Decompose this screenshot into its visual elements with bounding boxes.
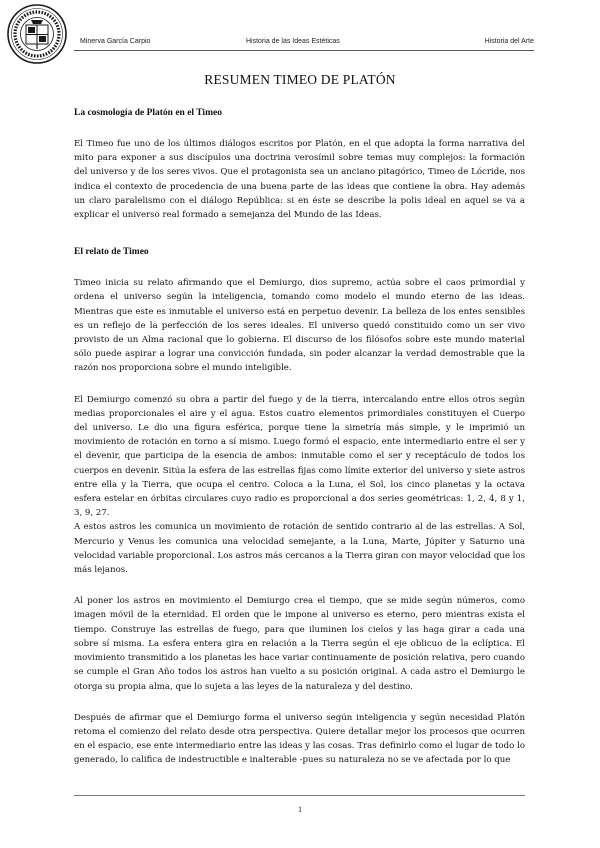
paragraph: El Timeo fue uno de los últimos diálogos escritos por Platón, en el que adopta la forma narrativa del mito para exponer a sus discípulos una doctrina verosímil sobre temas muy complejos: la formación del universo y de los seres vivos. Que el protagonista sea un anciano pitagórico, Timeo de Lócride, nos indica el contexto de procedencia de una buena parte de las ideas que contiene la obra. Hay además un claro paralelismo con el diálogo República: si en éste se describe la polis ideal en aquel se va a explicar el universo real formado a semejanza del Mundo de las Ideas.: [74, 139, 525, 221]
spacer: [74, 694, 525, 711]
section-heading-relato: El relato de Timeo: [74, 247, 149, 258]
section-heading-cosmologia: La cosmología de Platón en el Timeo: [74, 108, 222, 118]
document-body: [74, 107, 525, 768]
spacer: [74, 376, 525, 393]
header-divider: [74, 50, 534, 51]
paragraph: Al poner los astros en movimiento el Demiurgo crea el tiempo, que se mide según números, como imagen móvil de la eternidad. El orden que le impone al universo es eterno, pero mientras exista el tiempo. Construye las estrellas de fuego, para que iluminen los cielos y las haga girar a cada una sobre sí misma. La esfera entera gira en relación a la Tierra según el eje oblicuo de la eclíptica. El movimiento transmitido a los planetas les hace variar continuamente de posición relativa, pero cuando se cumple el Gran Año todos los astros han vuelto a su posición original. A cada astro el Demiurgo le otorga su propia alma, que lo sujeta a las leyes de la naturaleza y del destino.: [74, 596, 525, 692]
header-subject: Historia del Arte: [484, 38, 534, 45]
header-author: Minerva García Carpio: [80, 38, 151, 45]
footer-divider: [74, 795, 525, 796]
paragraph: Después de afirmar que el Demiurgo forma el universo según inteligencia y según necesidad Platón retoma el comienzo del relato desde otra perspectiva. Quiere detallar mejor los procesos que ocurren en el espacio, ese ente intermediario entre las ideas y las cosas. Tras definirlo como el lugar de todo lo generado, lo califica de indestructible e inalterable -pues su naturaleza no se ve afectada por lo que: [74, 712, 525, 766]
paragraph: El Demiurgo comenzó su obra a partir del fuego y de la tierra, intercalando entre ellos otros según medias proporcionales el aire y el agua. Estos cuatro elementos primordiales constituyen el Cuerpo del universo. Le dio una figura esférica, porque tiene la simetría más simple, y le imprimió un movimiento de rotación en torno a sí mismo. Luego formó el espacio, ente intermediario entre el ser y el devenir, que participa de la esencia de ambos: inmutable como el ser y receptáculo de todos los cuerpos en devenir. Sitúa la esfera de las estrellas fijas como límite exterior del universo y siete astros entre ella y la Tierra, que ocupa el centro. Coloca a la Luna, el Sol, los cinco planetas y la octava esfera estelar en órbitas circulares cuyo radio es proporcional a dos series geométricas: 1, 2, 4, 8 y 1, 3, 9, 27.: [74, 394, 525, 519]
spacer: [74, 577, 525, 594]
spacer: [74, 222, 525, 246]
paragraph: A estos astros les comunica un movimiento de rotación de sentido contrario al de las estrellas. A Sol, Mercurio y Venus les comunica una velocidad semejante, a la Luna, Marte, Júpiter y Saturno una velocidad variable proporcional. Los astros más cercanos a la Tierra giran con mayor velocidad que los más lejanos.: [74, 522, 525, 576]
document-title: RESUMEN TIMEO DE PLATÓN: [204, 72, 396, 87]
paragraph: Timeo inicia su relato afirmando que el Demiurgo, dios supremo, actúa sobre el caos primordial y ordena el universo según la inteligencia, tomando como modelo el mundo eterno de las ideas. Mientras que este es inmutable el universo está en perpetuo devenir. La belleza de los entes sensibles es un reflejo de la perfección de los seres ideales. El universo quedó constituido como un ser vivo provisto de un Alma racional que lo gobierna. El discurso de los filósofos sobre este mundo material sólo puede aspirar a lograr una convicción fundada, sin poder alcanzar la verdad demostrable que la razón nos proporciona sobre el mundo inteligible.: [74, 278, 525, 374]
header-course: Historia de las Ideas Estéticas: [246, 38, 340, 45]
page-number: 1: [298, 805, 302, 814]
university-seal-icon: [6, 3, 68, 65]
